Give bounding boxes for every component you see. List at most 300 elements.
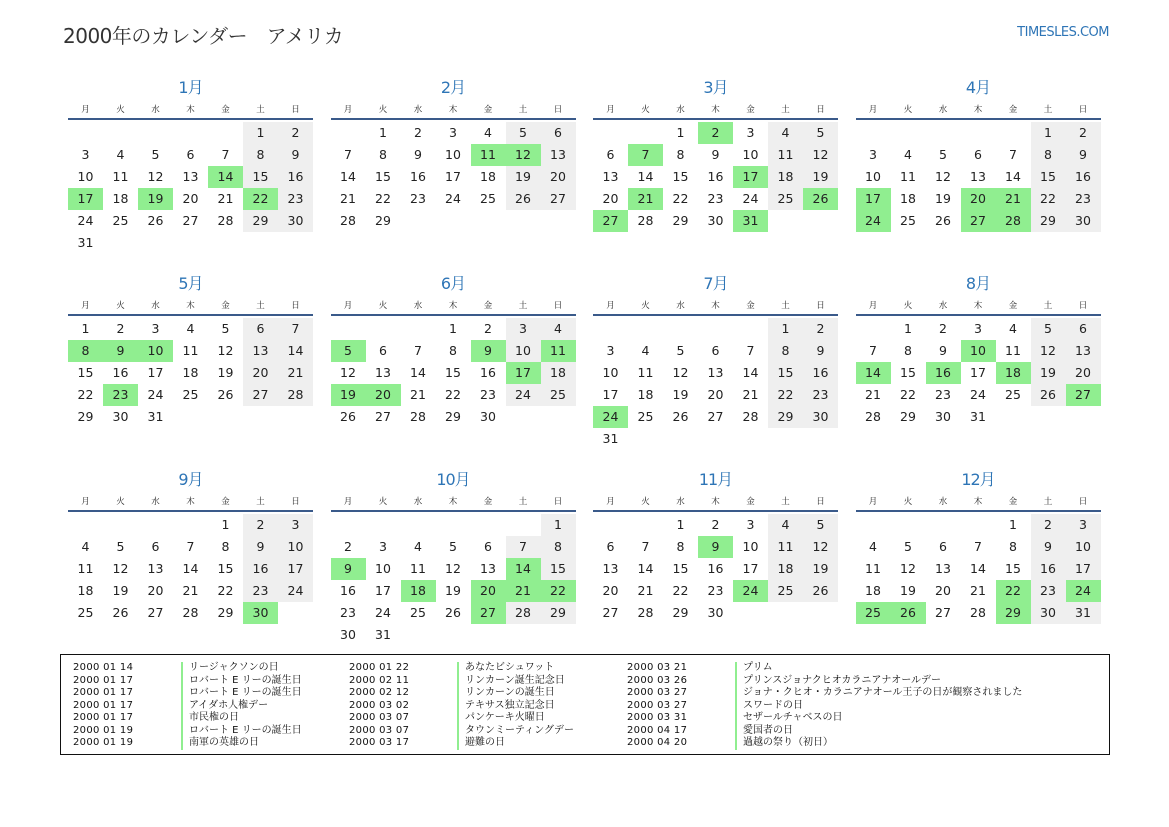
weekday-label: 木 <box>448 301 458 311</box>
holiday-cell: 22 <box>541 580 576 602</box>
month-title: 4月 <box>965 78 991 97</box>
holiday-cell: 31 <box>733 210 768 232</box>
holiday-date: 2000 03 07 <box>349 712 410 723</box>
day-cell: 12 <box>803 536 838 558</box>
day-cell: 12 <box>217 343 234 358</box>
day-cell: 5 <box>151 147 160 162</box>
holiday-date: 2000 03 07 <box>349 724 410 736</box>
holiday-name: 愛国者の日 <box>735 725 793 738</box>
weekday-label: 月 <box>343 497 353 507</box>
month-title: 12月 <box>961 470 995 489</box>
day-cell: 7 <box>414 343 422 358</box>
weekday-label: 木 <box>186 105 195 115</box>
day-cell: 21 <box>637 583 654 598</box>
day-cell: 4 <box>186 321 195 336</box>
day-cell: 3 <box>869 147 877 162</box>
weekday-header <box>593 495 838 509</box>
day-cell: 19 <box>900 583 916 598</box>
day-cell: 2 <box>344 539 352 554</box>
day-cell: 11 <box>900 169 916 184</box>
holiday-date: 2000 03 21 <box>627 662 688 673</box>
day-cell: 3 <box>81 147 90 162</box>
month-title: 8月 <box>965 274 991 293</box>
weekday-label: 水 <box>413 301 423 311</box>
day-cell: 29 <box>243 210 278 232</box>
holiday-cell: 12 <box>506 144 541 166</box>
day-cell: 9 <box>803 340 838 362</box>
weekday-label: 日 <box>816 105 825 115</box>
day-cell: 12 <box>1031 340 1066 362</box>
day-cell: 11 <box>637 365 654 380</box>
day-cell: 13 <box>935 561 951 576</box>
weekday-label: 火 <box>903 497 913 507</box>
legend-row <box>73 700 302 713</box>
weekday-label: 土 <box>781 301 790 311</box>
day-cell: 26 <box>217 387 234 402</box>
day-cell: 9 <box>711 147 720 162</box>
day-cell: 14 <box>340 169 356 184</box>
day-cell: 16 <box>480 365 496 380</box>
month-calendar <box>331 268 576 453</box>
day-cell: 19 <box>112 583 129 598</box>
day-cell: 6 <box>1066 318 1101 340</box>
day-cell: 13 <box>541 144 576 166</box>
holiday-name: タウンミーティングデー <box>457 725 574 738</box>
holiday-cell: 5 <box>331 340 366 362</box>
day-cell: 15 <box>672 561 689 576</box>
holiday-cell: 17 <box>733 166 768 188</box>
legend-row <box>73 712 302 725</box>
day-cell: 22 <box>77 387 94 402</box>
weekday-label: 土 <box>781 497 790 507</box>
holiday-name: アイダホ人権デー <box>181 700 268 713</box>
day-cell: 13 <box>182 169 199 184</box>
day-cell: 3 <box>151 321 160 336</box>
day-cell: 26 <box>935 213 951 228</box>
holiday-name: スワードの日 <box>735 700 803 713</box>
month-title: 11月 <box>698 470 733 489</box>
weekday-label: 火 <box>903 301 913 311</box>
holiday-cell: 27 <box>593 210 628 232</box>
weekday-label: 火 <box>641 301 650 311</box>
weekday-label: 土 <box>1043 497 1053 507</box>
day-cell: 2 <box>278 122 313 144</box>
day-cell: 22 <box>672 583 689 598</box>
holiday-cell: 19 <box>331 384 366 406</box>
day-cell: 2 <box>1066 122 1101 144</box>
day-cell: 24 <box>445 191 461 206</box>
day-cell: 13 <box>375 365 391 380</box>
weekday-label: 火 <box>378 497 388 507</box>
day-cell: 8 <box>1031 144 1066 166</box>
weekday-label: 日 <box>553 497 563 507</box>
day-cell: 7 <box>344 147 352 162</box>
day-cell: 25 <box>637 409 654 424</box>
day-cell: 18 <box>865 583 881 598</box>
day-cell: 5 <box>803 514 838 536</box>
day-cell: 7 <box>278 318 313 340</box>
day-cell: 27 <box>541 188 576 210</box>
day-cell: 12 <box>672 365 689 380</box>
weekday-label: 火 <box>116 105 125 115</box>
day-cell: 13 <box>147 561 164 576</box>
page-title: 2000年のカレンダー アメリカ <box>63 24 344 48</box>
month-calendar <box>68 464 313 649</box>
weekday-label: 水 <box>938 497 948 507</box>
weekday-header <box>856 299 1101 313</box>
day-cell: 7 <box>641 539 650 554</box>
day-cell: 10 <box>375 561 391 576</box>
holiday-date: 2000 01 17 <box>73 674 134 686</box>
weekday-label: 金 <box>483 301 493 311</box>
weekday-header <box>68 299 313 313</box>
day-cell: 5 <box>676 343 685 358</box>
day-cell: 20 <box>1066 362 1101 384</box>
day-cell: 22 <box>900 387 916 402</box>
weekday-label: 火 <box>116 301 125 311</box>
day-cell: 1 <box>904 321 912 336</box>
holiday-date: 2000 01 14 <box>73 662 134 673</box>
day-cell: 23 <box>803 384 838 406</box>
month-calendar <box>593 72 838 257</box>
day-cell: 7 <box>1009 147 1017 162</box>
day-cell: 5 <box>221 321 230 336</box>
legend-row <box>349 687 574 700</box>
weekday-label: 月 <box>81 105 90 115</box>
weekday-label: 木 <box>711 497 720 507</box>
day-cell: 8 <box>243 144 278 166</box>
day-cell: 29 <box>375 213 391 228</box>
day-cell: 23 <box>243 580 278 602</box>
day-cell: 21 <box>970 583 986 598</box>
holiday-cell: 8 <box>68 340 103 362</box>
day-cell: 11 <box>768 536 803 558</box>
holiday-cell: 24 <box>1066 580 1101 602</box>
day-cell: 27 <box>243 384 278 406</box>
day-cell: 24 <box>506 384 541 406</box>
holiday-cell: 20 <box>471 580 506 602</box>
legend-row <box>627 675 1022 688</box>
day-cell: 14 <box>410 365 426 380</box>
weekday-label: 水 <box>151 301 160 311</box>
holiday-name: 南軍の英雄の日 <box>181 737 259 750</box>
day-cell: 25 <box>768 188 803 210</box>
weekday-label: 土 <box>256 301 265 311</box>
day-cell: 8 <box>221 539 230 554</box>
day-cell: 8 <box>676 147 685 162</box>
header-divider <box>331 118 576 120</box>
day-cell: 30 <box>803 406 838 428</box>
day-cell: 7 <box>869 343 877 358</box>
day-cell: 21 <box>340 191 356 206</box>
weekday-header <box>331 495 576 509</box>
day-cell: 15 <box>77 365 94 380</box>
holiday-cell: 18 <box>401 580 436 602</box>
day-cell: 28 <box>637 605 654 620</box>
holiday-date: 2000 01 17 <box>73 687 134 698</box>
day-cell: 13 <box>602 561 619 576</box>
day-cell: 22 <box>672 191 689 206</box>
day-cell: 1 <box>1009 517 1017 532</box>
day-cell: 18 <box>182 365 199 380</box>
day-cell: 4 <box>641 343 650 358</box>
day-cell: 2 <box>484 321 492 336</box>
day-cell: 5 <box>803 122 838 144</box>
header-divider <box>856 314 1101 316</box>
day-cell: 17 <box>970 365 986 380</box>
day-cell: 26 <box>340 409 356 424</box>
day-cell: 10 <box>278 536 313 558</box>
day-cell: 18 <box>541 362 576 384</box>
weekday-label: 木 <box>448 497 458 507</box>
day-cell: 20 <box>602 191 619 206</box>
day-cell: 13 <box>480 561 496 576</box>
day-cell: 25 <box>112 213 129 228</box>
holiday-date: 2000 03 27 <box>627 699 688 711</box>
day-cell: 14 <box>182 561 199 576</box>
holiday-legend <box>60 654 1110 755</box>
weekday-header <box>68 495 313 509</box>
day-cell: 27 <box>147 605 164 620</box>
day-cell: 16 <box>707 169 724 184</box>
holiday-cell: 19 <box>138 188 173 210</box>
holiday-name: あなたビシュワット <box>457 662 554 675</box>
holiday-cell: 9 <box>331 558 366 580</box>
holiday-date: 2000 04 17 <box>627 724 688 736</box>
holiday-name: ジョナ・クヒオ・カラニアナオール王子の日が観察されました <box>735 687 1022 700</box>
day-cell: 20 <box>935 583 951 598</box>
month-calendar <box>856 464 1101 649</box>
site-name[interactable]: TIMESLES.COM <box>1017 25 1109 40</box>
day-cell: 9 <box>939 343 947 358</box>
holiday-name: パンケーキ火曜日 <box>457 712 545 725</box>
holiday-cell: 17 <box>856 188 891 210</box>
legend-row <box>349 675 574 688</box>
day-cell: 17 <box>147 365 164 380</box>
day-cell: 8 <box>541 536 576 558</box>
month-calendar <box>68 72 313 257</box>
day-cell: 4 <box>541 318 576 340</box>
holiday-cell: 21 <box>506 580 541 602</box>
day-cell: 6 <box>151 539 160 554</box>
weekday-label: 金 <box>746 497 755 507</box>
weekday-label: 日 <box>816 301 825 311</box>
day-cell: 11 <box>768 144 803 166</box>
header-divider <box>593 510 838 512</box>
day-cell: 16 <box>243 558 278 580</box>
day-cell: 6 <box>484 539 492 554</box>
holiday-cell: 28 <box>996 210 1031 232</box>
day-cell: 30 <box>480 409 496 424</box>
holiday-cell: 27 <box>961 210 996 232</box>
day-cell: 2 <box>1031 514 1066 536</box>
day-cell: 3 <box>278 514 313 536</box>
legend-row <box>349 737 574 750</box>
weekday-label: 月 <box>606 497 615 507</box>
day-cell: 20 <box>182 191 199 206</box>
header-divider <box>593 314 838 316</box>
day-cell: 3 <box>746 517 755 532</box>
day-cell: 9 <box>243 536 278 558</box>
day-cell: 30 <box>112 409 129 424</box>
day-cell: 6 <box>606 539 615 554</box>
day-cell: 28 <box>865 409 881 424</box>
month-title: 5月 <box>178 274 203 293</box>
day-cell: 25 <box>900 213 916 228</box>
holiday-cell: 2 <box>698 122 733 144</box>
legend-row <box>627 700 1022 713</box>
day-cell: 26 <box>672 409 689 424</box>
holiday-name: プリンスジョナクヒオカラニアナオールデー <box>735 675 941 688</box>
day-cell: 11 <box>77 561 94 576</box>
day-cell: 29 <box>768 406 803 428</box>
day-cell: 26 <box>803 580 838 602</box>
weekday-header <box>331 299 576 313</box>
day-cell: 3 <box>449 125 457 140</box>
holiday-name: ロバート E リーの誕生日 <box>181 687 302 700</box>
weekday-label: 木 <box>973 497 983 507</box>
weekday-header <box>331 103 576 117</box>
day-cell: 1 <box>1031 122 1066 144</box>
day-cell: 4 <box>414 539 422 554</box>
day-cell: 28 <box>970 605 986 620</box>
day-cell: 14 <box>278 340 313 362</box>
day-cell: 18 <box>768 166 803 188</box>
day-cell: 14 <box>637 561 654 576</box>
holiday-cell: 20 <box>366 384 401 406</box>
weekday-label: 金 <box>221 105 230 115</box>
day-cell: 6 <box>379 343 387 358</box>
day-cell: 19 <box>935 191 951 206</box>
header-divider <box>68 314 313 316</box>
day-cell: 26 <box>445 605 461 620</box>
holiday-name: リンカーンの誕生日 <box>457 687 555 700</box>
holiday-date: 2000 02 12 <box>349 687 410 698</box>
day-cell: 23 <box>278 188 313 210</box>
day-cell: 13 <box>707 365 724 380</box>
weekday-label: 月 <box>868 497 878 507</box>
month-title: 3月 <box>703 78 728 97</box>
weekday-label: 水 <box>676 105 685 115</box>
holiday-date: 2000 01 19 <box>73 737 134 748</box>
day-cell: 8 <box>1009 539 1017 554</box>
weekday-label: 火 <box>903 105 913 115</box>
weekday-label: 水 <box>938 301 948 311</box>
day-cell: 8 <box>676 539 685 554</box>
day-cell: 29 <box>672 213 689 228</box>
day-cell: 2 <box>243 514 278 536</box>
legend-column <box>73 662 302 750</box>
day-cell: 7 <box>221 147 230 162</box>
day-cell: 20 <box>243 362 278 384</box>
legend-row <box>349 662 574 675</box>
weekday-header <box>68 103 313 117</box>
day-cell: 29 <box>900 409 916 424</box>
day-cell: 26 <box>112 605 129 620</box>
legend-row <box>73 675 302 688</box>
header-divider <box>593 118 838 120</box>
legend-row <box>627 725 1022 738</box>
day-cell: 15 <box>900 365 916 380</box>
day-cell: 21 <box>217 191 234 206</box>
holiday-name: 過越の祭り（初日） <box>735 737 833 750</box>
day-cell: 21 <box>410 387 426 402</box>
day-cell: 28 <box>742 409 759 424</box>
holiday-name: テキサス独立記念日 <box>457 700 555 713</box>
weekday-label: 水 <box>151 497 160 507</box>
day-cell: 28 <box>410 409 426 424</box>
day-cell: 19 <box>803 166 838 188</box>
legend-row <box>73 725 302 738</box>
weekday-label: 金 <box>483 105 493 115</box>
month-calendar <box>68 268 313 453</box>
day-cell: 25 <box>77 605 94 620</box>
weekday-label: 日 <box>816 497 825 507</box>
day-cell: 19 <box>217 365 234 380</box>
holiday-name: ロバート E リーの誕生日 <box>181 675 302 688</box>
weekday-label: 水 <box>938 105 948 115</box>
day-cell: 12 <box>112 561 129 576</box>
day-cell: 29 <box>672 605 689 620</box>
day-cell: 22 <box>768 384 803 406</box>
weekday-label: 月 <box>606 105 615 115</box>
day-cell: 29 <box>445 409 461 424</box>
legend-row <box>627 662 1022 675</box>
day-cell: 15 <box>243 166 278 188</box>
weekday-label: 土 <box>518 105 528 115</box>
day-cell: 6 <box>974 147 982 162</box>
holiday-cell: 27 <box>1066 384 1101 406</box>
weekday-label: 日 <box>553 301 563 311</box>
day-cell: 29 <box>541 602 576 624</box>
day-cell: 11 <box>410 561 426 576</box>
legend-row <box>73 737 302 750</box>
weekday-label: 日 <box>1078 497 1088 507</box>
day-cell: 1 <box>449 321 457 336</box>
day-cell: 23 <box>480 387 496 402</box>
day-cell: 2 <box>414 125 422 140</box>
day-cell: 18 <box>112 191 129 206</box>
weekday-label: 月 <box>343 301 353 311</box>
day-cell: 15 <box>375 169 391 184</box>
weekday-label: 日 <box>291 105 300 115</box>
day-cell: 17 <box>602 387 619 402</box>
day-cell: 18 <box>480 169 496 184</box>
weekday-label: 金 <box>746 105 755 115</box>
weekday-label: 月 <box>81 497 90 507</box>
day-cell: 23 <box>1066 188 1101 210</box>
day-cell: 9 <box>1066 144 1101 166</box>
day-cell: 25 <box>541 384 576 406</box>
day-cell: 6 <box>541 122 576 144</box>
day-cell: 25 <box>410 605 426 620</box>
day-cell: 3 <box>606 343 615 358</box>
weekday-label: 木 <box>711 301 720 311</box>
day-cell: 31 <box>602 431 619 446</box>
month-calendar <box>331 72 576 257</box>
day-cell: 2 <box>939 321 947 336</box>
day-cell: 2 <box>803 318 838 340</box>
weekday-label: 土 <box>781 105 790 115</box>
holiday-cell: 21 <box>996 188 1031 210</box>
day-cell: 29 <box>217 605 234 620</box>
weekday-label: 水 <box>413 105 423 115</box>
holiday-cell: 9 <box>103 340 138 362</box>
day-cell: 5 <box>449 539 457 554</box>
day-cell: 3 <box>974 321 982 336</box>
weekday-label: 木 <box>448 105 458 115</box>
legend-row <box>349 725 574 738</box>
